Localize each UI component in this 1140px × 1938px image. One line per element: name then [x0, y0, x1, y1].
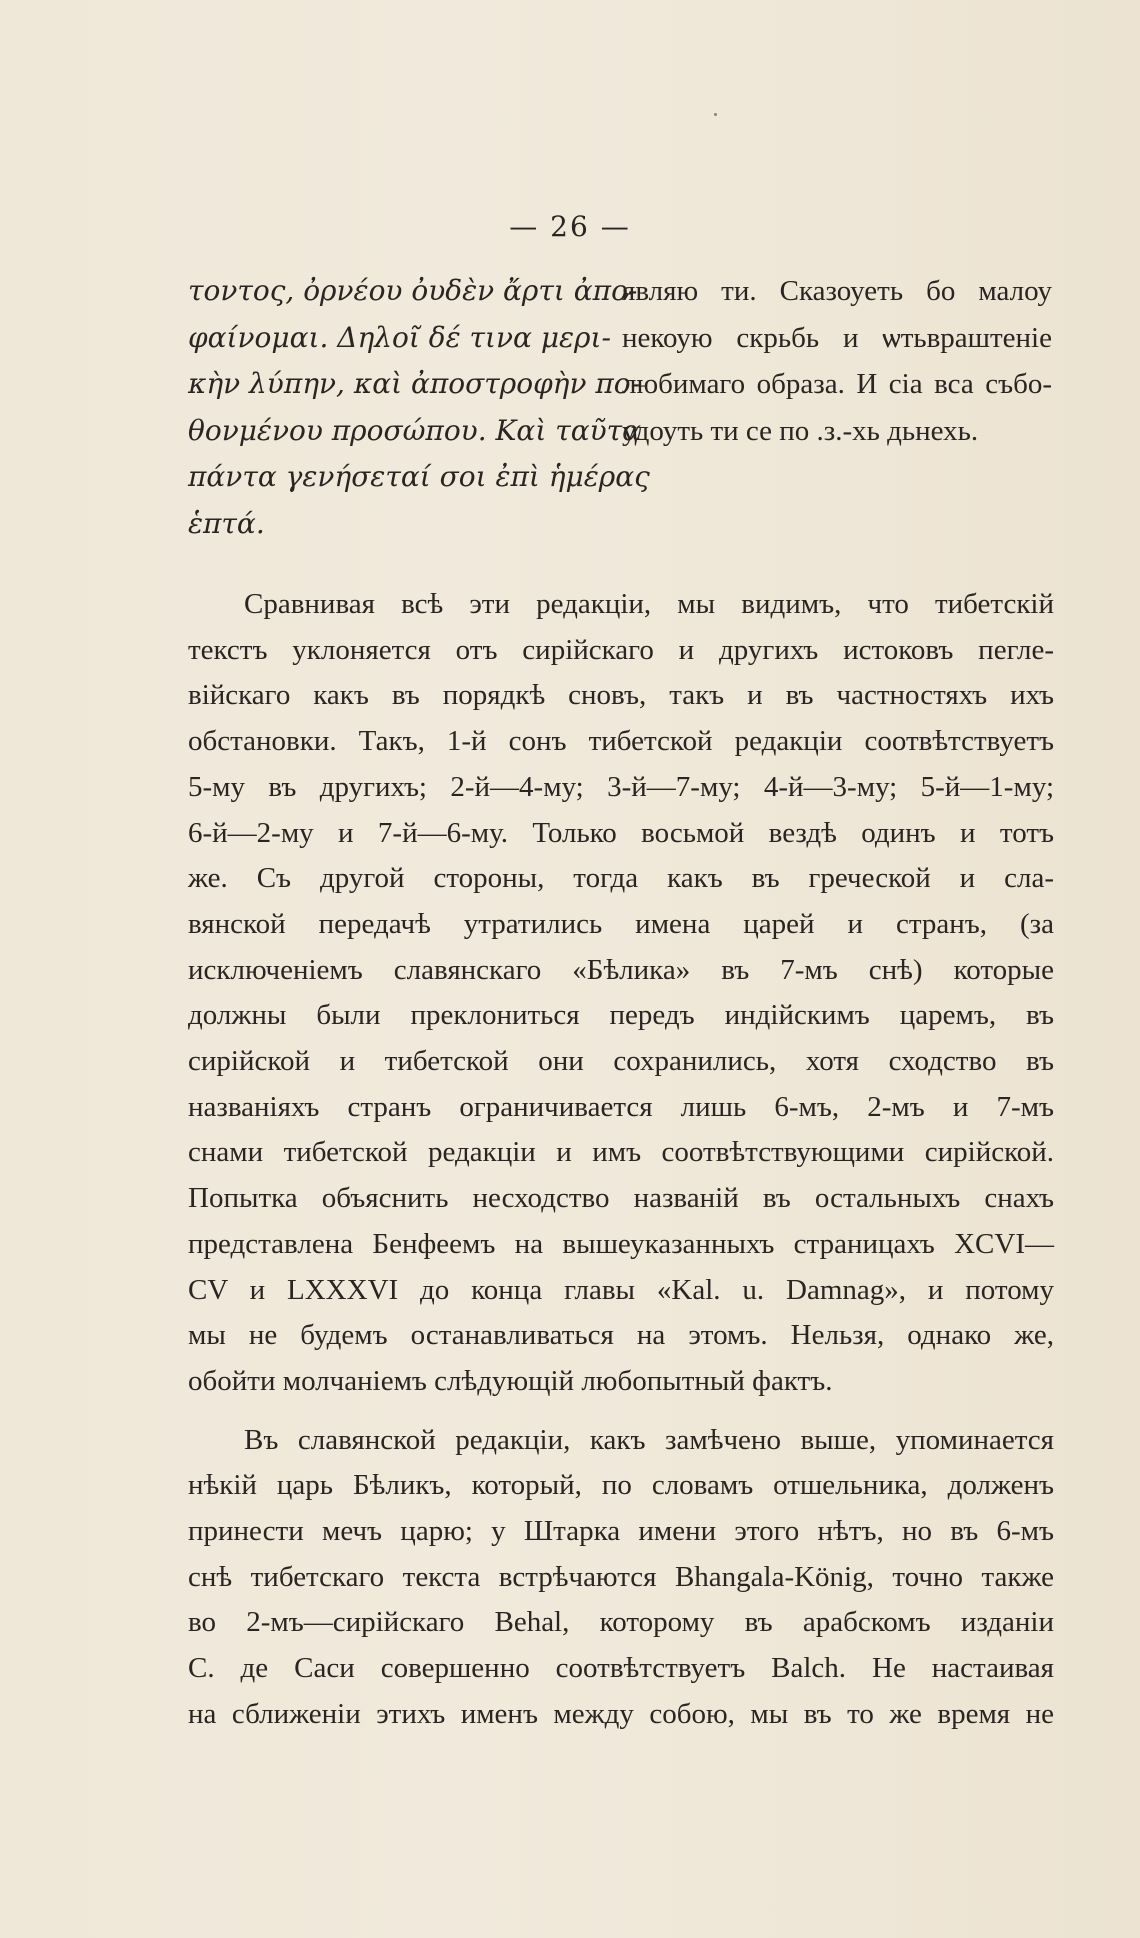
text-line: должны были преклониться передъ индійскимъ царемъ, въ: [188, 999, 1054, 1032]
text-line: Попытка объяснить несходство названій въ остальныхъ снахъ: [188, 1182, 1054, 1215]
greek-line: θονμένου προσώπου. Καὶ ταῦτα: [188, 413, 642, 447]
text-line: сирійской и тибетской они сохранились, хотя сходство въ: [188, 1045, 1054, 1078]
text-line: обойти молчаніемъ слѣдующій любопытный фактъ.: [188, 1364, 833, 1397]
slavonic-line: любимаго образа. И сіа вса събо-: [622, 368, 1052, 400]
text-line: названіяхъ странъ ограничивается лишь 6-мъ, 2-мъ и 7-мъ: [188, 1090, 1054, 1123]
greek-line: φαίνομαι. Δηλοῖ δέ τινα μερι-: [188, 320, 611, 354]
slavonic-line: некоую скрьбь и ѡтьвраштеніе: [622, 321, 1052, 354]
text-line: на сближеніи этихъ именъ между собою, мы въ то же время не: [188, 1697, 1054, 1730]
slavonic-text-column: [622, 268, 1052, 454]
text-line: вянской передачѣ утратились имена царей и странъ, (за: [188, 907, 1054, 940]
text-line: снѣ тибетскаго текста встрѣчаются Bhangala-König, точно также: [188, 1560, 1054, 1593]
text-line: Въ славянской редакціи, какъ замѣчено выше, упоминается: [244, 1423, 1054, 1456]
text-line: во 2-мъ—сирійскаго Behal, которому въ арабскомъ изданіи: [188, 1606, 1054, 1639]
text-line: 5-му въ другихъ; 2-й—4-му; 3-й—7-му; 4-й—3-му; 5-й—1-му;: [188, 770, 1054, 803]
paragraph-2: [188, 1418, 1054, 1738]
greek-line: ἑπτά.: [188, 506, 265, 540]
text-line: 6-й—2-му и 7-й—6-му. Только восьмой вездѣ одинъ и тотъ: [188, 816, 1054, 849]
paragraph-1: [188, 582, 1054, 1405]
text-line: же. Съ другой стороны, тогда какъ въ греческой и сла-: [188, 862, 1054, 895]
greek-text-column: [188, 268, 650, 547]
text-line: принести мечъ царю; у Штарка имени этого нѣтъ, но въ 6-мъ: [188, 1515, 1054, 1548]
text-line: обстановки. Такъ, 1-й сонъ тибетской редакціи соотвѣтствуетъ: [188, 725, 1054, 758]
text-line: текстъ уклоняется отъ сирійскаго и другихъ истоковъ пегле-: [188, 633, 1054, 666]
greek-line: πάντα γενήσεταί σοι ἐπὶ ἡμέρας: [188, 460, 650, 493]
text-line: Сравнивая всѣ эти редакціи, мы видимъ, что тибетскій: [244, 588, 1054, 620]
page-number: — 26 —: [509, 210, 631, 243]
text-line: исключеніемъ славянскаго «Бѣлика» въ 7-мъ снѣ) которые: [188, 953, 1054, 986]
greek-line: τοντος, ὀρνέου ὀυδὲν ἄρτι ἀπο-: [188, 274, 638, 307]
text-line: мы не будемъ останавливаться на этомъ. Нельзя, однако же,: [188, 1319, 1054, 1352]
text-line: війскаго какъ въ порядкѣ сновъ, такъ и въ частностяхъ ихъ: [188, 679, 1054, 712]
slavonic-line: являю ти. Сказоуеть бо малоу: [622, 275, 1052, 307]
text-line: нѣкій царь Бѣликъ, который, по словамъ отшельника, долженъ: [188, 1469, 1054, 1502]
text-line: представлена Бенфеемъ на вышеуказанныхъ страницахъ XCVI—: [188, 1227, 1054, 1260]
slavonic-line: удоуть ти се по .з.-хь дьнехь.: [622, 414, 979, 447]
text-line: С. де Саси совершенно соотвѣтствуетъ Balch. Не настаивая: [188, 1652, 1054, 1685]
body-text: [188, 582, 1054, 1738]
greek-line: κὴν λύπην, καὶ ἀποστροφὴν πο-: [188, 367, 641, 400]
text-line: CV и LXXXVI до конца главы «Kal. u. Damnag», и потому: [188, 1273, 1054, 1306]
text-line: снами тибетской редакціи и имъ соотвѣтствующими сирійской.: [188, 1136, 1054, 1169]
paper-speck: [714, 113, 717, 116]
